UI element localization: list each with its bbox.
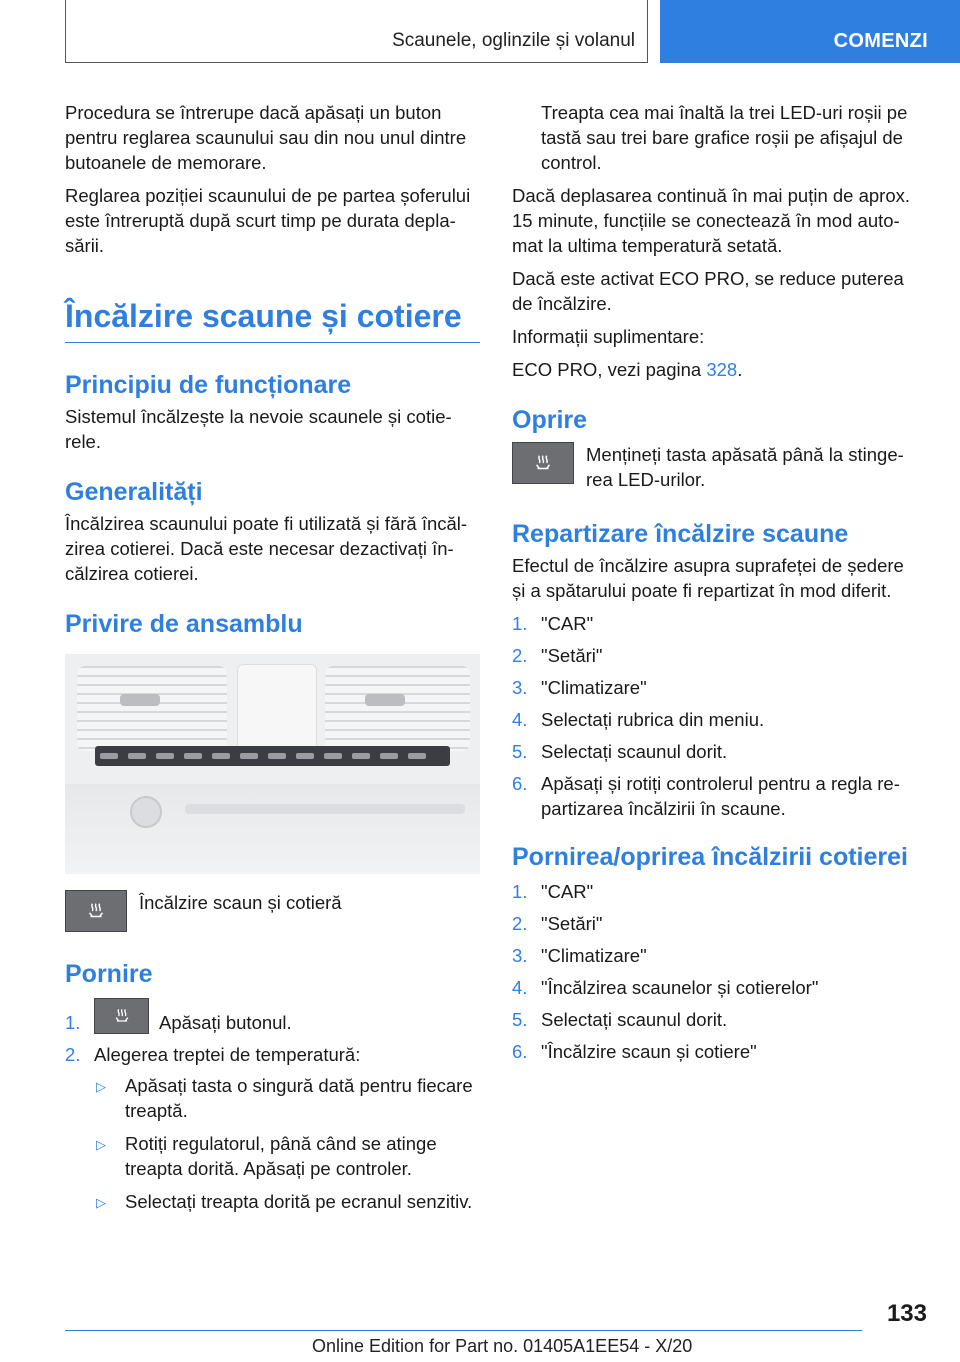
bullet-marker: ▷ xyxy=(96,1195,106,1210)
step-number: 6. xyxy=(512,1041,528,1062)
paragraph xyxy=(512,357,914,382)
subheading-pornire: Pornire xyxy=(65,960,153,988)
air-vent-right xyxy=(325,666,470,751)
list-item xyxy=(512,707,914,732)
step-text: Apăsați butonul. xyxy=(159,1012,292,1033)
list-item xyxy=(65,1042,480,1214)
oprire-text: Mențineți tasta apăsată până la stingerea LED-urilor. xyxy=(586,444,904,490)
bullet-list xyxy=(94,1073,480,1214)
chapter-tab-label: COMENZI xyxy=(833,30,928,52)
steps-cotiera xyxy=(512,879,914,1064)
step-number: 3. xyxy=(512,677,528,698)
air-vent-left xyxy=(77,666,227,751)
step-text: "Climatizare" xyxy=(541,677,647,698)
climate-button-strip xyxy=(95,746,450,766)
icon-legend xyxy=(65,890,480,932)
subheading-principiu: Principiu de funcționare xyxy=(65,371,352,399)
step-number: 2. xyxy=(512,645,528,666)
subheading-generalitati: Generalități xyxy=(65,478,203,506)
dashboard-slot xyxy=(185,804,465,814)
step-number: 4. xyxy=(512,709,528,730)
step-number: 1. xyxy=(65,1012,81,1033)
step-number: 6. xyxy=(512,773,528,794)
list-item xyxy=(512,643,914,668)
step-text: Apăsați și rotiți controlerul pentru a regla repartizarea încălzirii în scaune. xyxy=(541,773,900,819)
paragraph: Informații suplimentare: xyxy=(512,326,705,347)
list-item xyxy=(512,739,914,764)
step-text: Selectați scaunul dorit. xyxy=(541,741,728,762)
step-text: "CAR" xyxy=(541,613,594,634)
seat-heating-icon xyxy=(65,890,127,932)
oprire-row xyxy=(512,442,914,492)
paragraph: Dacă deplasarea continuă în mai puțin de aprox. 15 minute, funcțiile se conectează în mod automat la ultima temperatură setată. xyxy=(512,185,911,256)
page-link[interactable]: 328 xyxy=(706,359,738,380)
vent-knob xyxy=(120,694,160,706)
subheading-oprire: Oprire xyxy=(512,406,588,434)
step-number: 1. xyxy=(512,613,528,634)
step-text: "Climatizare" xyxy=(541,945,647,966)
list-item xyxy=(512,675,914,700)
center-console-photo xyxy=(65,654,480,874)
paragraph: Dacă este activat ECO PRO, se reduce puterea de încălzire. xyxy=(512,268,904,314)
ref-text: ECO PRO, vezi pagina xyxy=(512,359,707,380)
bullet-text: Rotiți regulatorul, până când se atinge treapta dorită. Apăsați pe controler. xyxy=(125,1133,437,1179)
step-text: "Setări" xyxy=(541,645,603,666)
step-text: "Setări" xyxy=(541,913,603,934)
seat-heating-icon xyxy=(512,442,574,484)
list-item xyxy=(94,1131,480,1181)
step-text: Selectați scaunul dorit. xyxy=(541,1009,728,1030)
bullet-marker: ▷ xyxy=(96,1137,106,1152)
step-number: 5. xyxy=(512,741,528,762)
icon-caption: Încălzire scaun și cotieră xyxy=(139,892,342,913)
step-text: "CAR" xyxy=(541,881,594,902)
step-number: 2. xyxy=(512,913,528,934)
volume-dial xyxy=(130,796,162,828)
step-number: 5. xyxy=(512,1009,528,1030)
steps-repartizare xyxy=(512,611,914,821)
bullet-text: Apăsați tasta o singură dată pentru fiecare treaptă. xyxy=(125,1075,473,1121)
seat-heating-icon xyxy=(94,998,149,1034)
list-item xyxy=(94,1073,480,1123)
ref-text: . xyxy=(737,359,743,380)
list-item xyxy=(512,771,914,821)
list-item xyxy=(512,943,914,968)
bullet-marker: ▷ xyxy=(96,1079,106,1094)
steps-pornire xyxy=(65,996,480,1214)
paragraph: Încălzirea scaunului poate fi utilizată și fără încălzirea cotierei. Dacă este necesar dezactivați încălzirea cotierei. xyxy=(65,513,468,584)
list-item xyxy=(512,611,914,636)
right-column xyxy=(512,100,914,1071)
vent-knob xyxy=(365,694,405,706)
center-display-mount xyxy=(237,664,317,756)
list-item xyxy=(94,1189,480,1214)
step-number: 1. xyxy=(512,881,528,902)
subheading-pornirea-oprirea: Pornirea/oprirea încălzirii cotierei xyxy=(512,843,908,871)
section-heading: Încălzire scaune și cotiere xyxy=(65,296,480,343)
list-item xyxy=(512,879,914,904)
list-item xyxy=(512,1039,914,1064)
subheading-repartizare: Repartizare încălzire scaune xyxy=(512,520,849,548)
paragraph: Efectul de încălzire asupra suprafeței de ședere și a spătarului poate fi repartizat în mod diferit. xyxy=(512,555,904,601)
chapter-tab[interactable] xyxy=(660,0,960,63)
subheading-privire: Privire de ansamblu xyxy=(65,610,303,638)
step-number: 4. xyxy=(512,977,528,998)
paragraph: Reglarea poziției scaunului de pe partea șoferului este întreruptă după scurt timp pe durata deplasării. xyxy=(65,185,471,256)
page-number: 133 xyxy=(886,1300,927,1327)
bullet-text: Selectați treapta dorită pe ecranul senzitiv. xyxy=(125,1191,473,1212)
step-text: Alegerea treptei de temperatură: xyxy=(94,1044,361,1065)
paragraph: Sistemul încălzește la nevoie scaunele și cotierele. xyxy=(65,406,452,452)
paragraph: Treapta cea mai înaltă la trei LED-uri roșii pe tastă sau trei bare grafice roșii pe afișajul de control. xyxy=(541,102,908,173)
header-bar xyxy=(65,0,648,63)
step-number: 3. xyxy=(512,945,528,966)
list-item xyxy=(65,996,480,1035)
step-text: "Încălzire scaun și cotiere" xyxy=(541,1041,757,1062)
step-text: Selectați rubrica din meniu. xyxy=(541,709,765,730)
step-text: "Încălzirea scaunelor și cotierelor" xyxy=(541,977,819,998)
chapter-title: Scaunele, oglinzile și volanul xyxy=(392,30,635,51)
dashboard-lower xyxy=(65,784,480,874)
step-number: 2. xyxy=(65,1044,81,1065)
footer-edition: Online Edition for Part no. 01405A1EE54 - X/20 xyxy=(312,1336,693,1356)
paragraph: Procedura se întrerupe dacă apăsați un buton pentru reglarea scaunului sau din nou unul dintre butoanele de memorare. xyxy=(65,102,467,173)
footer-divider xyxy=(65,1330,862,1331)
list-item xyxy=(512,975,914,1000)
list-item xyxy=(512,1007,914,1032)
list-item xyxy=(512,911,914,936)
left-column xyxy=(65,100,480,1222)
